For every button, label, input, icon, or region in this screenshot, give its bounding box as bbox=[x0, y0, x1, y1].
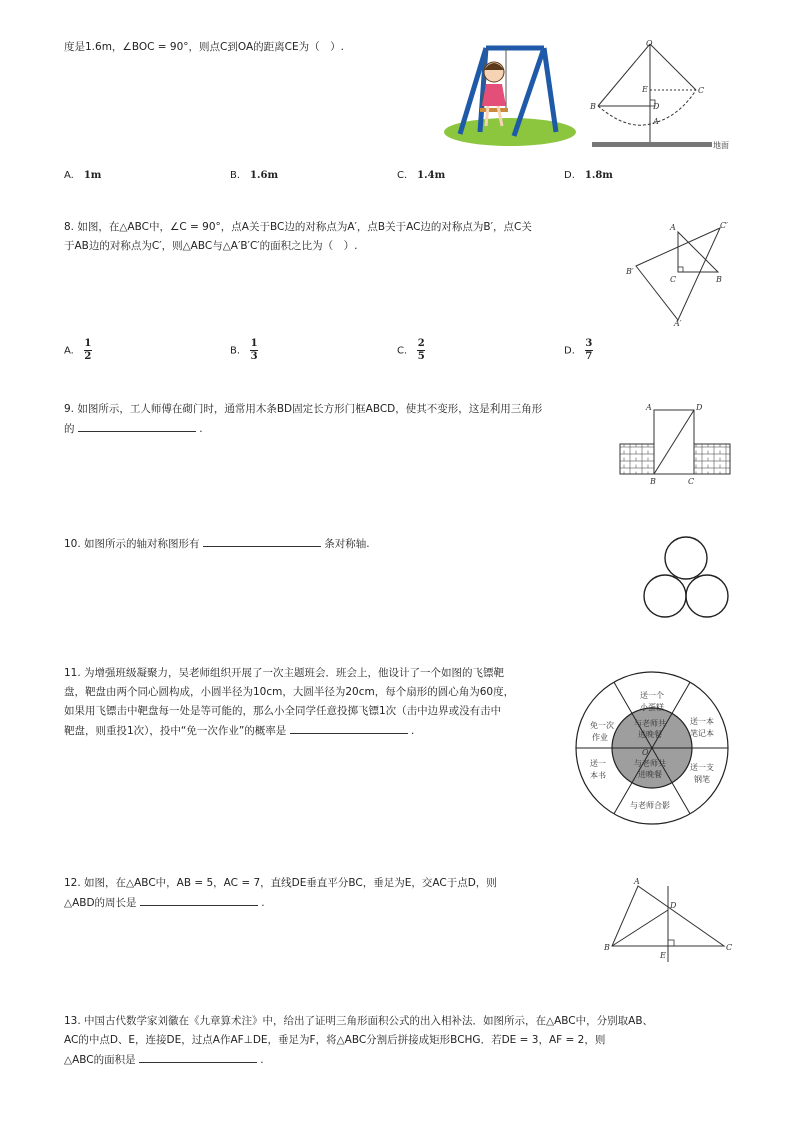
svg-text:钢笔: 钢笔 bbox=[694, 775, 710, 784]
svg-text:A: A bbox=[634, 877, 640, 886]
svg-text:C: C bbox=[698, 86, 705, 95]
q8-line1: 8. 如图，在△ABC中，∠C = 90°，点A关于BC边的对称点为A′，点B关于AC边的对称点为B′，点C关 bbox=[64, 221, 532, 233]
swing-illustration bbox=[440, 40, 580, 148]
svg-text:作业: 作业 bbox=[592, 733, 608, 742]
svg-text:A: A bbox=[653, 117, 659, 126]
q8-stem bbox=[64, 218, 612, 256]
svg-text:与老师合影: 与老师合影 bbox=[630, 801, 670, 810]
svg-text:笔记本: 笔记本 bbox=[690, 729, 714, 738]
q12-stem: 12. 如图，在△ABC中，AB = 5，AC = 7，直线DE垂直平分BC，垂足为E，交AC于点D，则 △ABD的周长是 . bbox=[64, 877, 497, 909]
q9-answer-blank[interactable] bbox=[78, 419, 196, 432]
svg-text:本书: 本书 bbox=[590, 771, 606, 780]
svg-text:送一支: 送一支 bbox=[690, 763, 714, 772]
q7-pendulum-figure bbox=[586, 38, 736, 156]
q12-triangle-figure bbox=[600, 876, 736, 966]
q8-triangle-figure bbox=[620, 218, 740, 330]
svg-text:O: O bbox=[646, 39, 653, 48]
q12-answer-blank[interactable] bbox=[140, 893, 258, 906]
q7-option-b[interactable]: B. 1.6m bbox=[230, 170, 279, 181]
svg-text:A′: A′ bbox=[674, 319, 682, 328]
q7-option-d[interactable]: D. 1.8m bbox=[564, 170, 613, 181]
q8-option-c[interactable]: C. $\frac{2}{5}$ bbox=[397, 338, 425, 362]
svg-text:与老师共: 与老师共 bbox=[634, 759, 666, 768]
svg-text:B: B bbox=[590, 102, 596, 111]
q8-option-a[interactable]: A. $\frac{1}{2}$ bbox=[64, 338, 92, 362]
q9-stem: 9. 如图所示，工人师傅在砌门时，通常用木条BD固定长方形门框ABCD，使其不变形，这是利用三角形 的 . bbox=[64, 400, 612, 439]
svg-text:送一本: 送一本 bbox=[690, 717, 714, 726]
q8-option-d[interactable]: D. $\frac{3}{7}$ bbox=[564, 338, 593, 362]
svg-text:B: B bbox=[650, 477, 656, 486]
svg-text:B: B bbox=[604, 943, 610, 952]
svg-text:与老师共: 与老师共 bbox=[634, 719, 666, 728]
svg-text:A: A bbox=[646, 403, 652, 412]
svg-text:D: D bbox=[653, 102, 660, 111]
svg-text:地面: 地面 bbox=[713, 141, 729, 150]
q11-answer-blank[interactable] bbox=[290, 721, 408, 734]
svg-text:O: O bbox=[642, 748, 649, 757]
dartboard-figure bbox=[574, 670, 730, 826]
svg-text:免一次: 免一次 bbox=[590, 721, 614, 730]
svg-text:E: E bbox=[660, 951, 666, 960]
q7-stem: 度是1.6m，∠BOC = 90°，则点C到OA的距离CE为（ ）. bbox=[64, 41, 344, 53]
q7-option-c[interactable]: C. 1.4m bbox=[397, 170, 446, 181]
q10-answer-blank[interactable] bbox=[203, 534, 321, 547]
svg-text:C: C bbox=[726, 943, 733, 952]
svg-text:C′: C′ bbox=[720, 221, 728, 230]
svg-text:A: A bbox=[670, 223, 676, 232]
svg-text:B′: B′ bbox=[626, 267, 634, 276]
svg-text:E: E bbox=[642, 85, 648, 94]
q9-line1: 9. 如图所示，工人师傅在砌门时，通常用木条BD固定长方形门框ABCD，使其不变形，这是利用三角形 bbox=[64, 403, 543, 415]
q13-stem: 13. 中国古代数学家刘徽在《九章算术注》中，给出了证明三角形面积公式的出入相补法．如图所示，在△ABC中，分别取AB、 AC的中点D、E，连接DE，过点A作AF⊥DE，垂足为F，将△ABC分割后拼接成矩形BCHG．若DE = 3，AF = 2，则 △ABC的面积是 . bbox=[64, 1015, 654, 1066]
q11-stem: 11. 为增强班级凝聚力，吴老师组织开展了一次主题班会．班会上，他设计了一个如图的飞镖靶 盘，靶盘由两个同心圆构成，小圆半径为10cm，大圆半径为20cm，每个扇形的圆心角为60度， 如果用飞镖击中靶盘每一处是等可能的，那么小全同学任意投掷飞镖1次（击中边界或没有击中 靶盘，则重投1次），投中“免一次作业”的概率是 . bbox=[64, 667, 515, 737]
svg-text:进晚餐: 进晚餐 bbox=[638, 770, 662, 779]
svg-text:送一: 送一 bbox=[590, 759, 606, 768]
q7-option-a[interactable]: A. 1m bbox=[64, 170, 102, 181]
svg-text:D: D bbox=[670, 901, 677, 910]
q9-door-figure bbox=[618, 398, 734, 490]
svg-text:送一个: 送一个 bbox=[640, 691, 664, 700]
svg-text:C: C bbox=[670, 275, 677, 284]
q8-option-b[interactable]: B. $\frac{1}{3}$ bbox=[230, 338, 258, 362]
q10-stem: 10. 如图所示的轴对称图形有 条对称轴. bbox=[64, 534, 370, 554]
q13-answer-blank[interactable] bbox=[139, 1050, 257, 1063]
svg-text:进晚餐: 进晚餐 bbox=[638, 730, 662, 739]
svg-text:小蛋糕: 小蛋糕 bbox=[640, 703, 664, 712]
q10-three-circles-figure bbox=[638, 536, 734, 620]
svg-text:D: D bbox=[696, 403, 703, 412]
q8-line2: 于AB边的对称点为C′，则△ABC与△A′B′C′的面积之比为（ ）. bbox=[64, 240, 358, 252]
svg-text:B: B bbox=[716, 275, 722, 284]
svg-text:C: C bbox=[688, 477, 695, 486]
